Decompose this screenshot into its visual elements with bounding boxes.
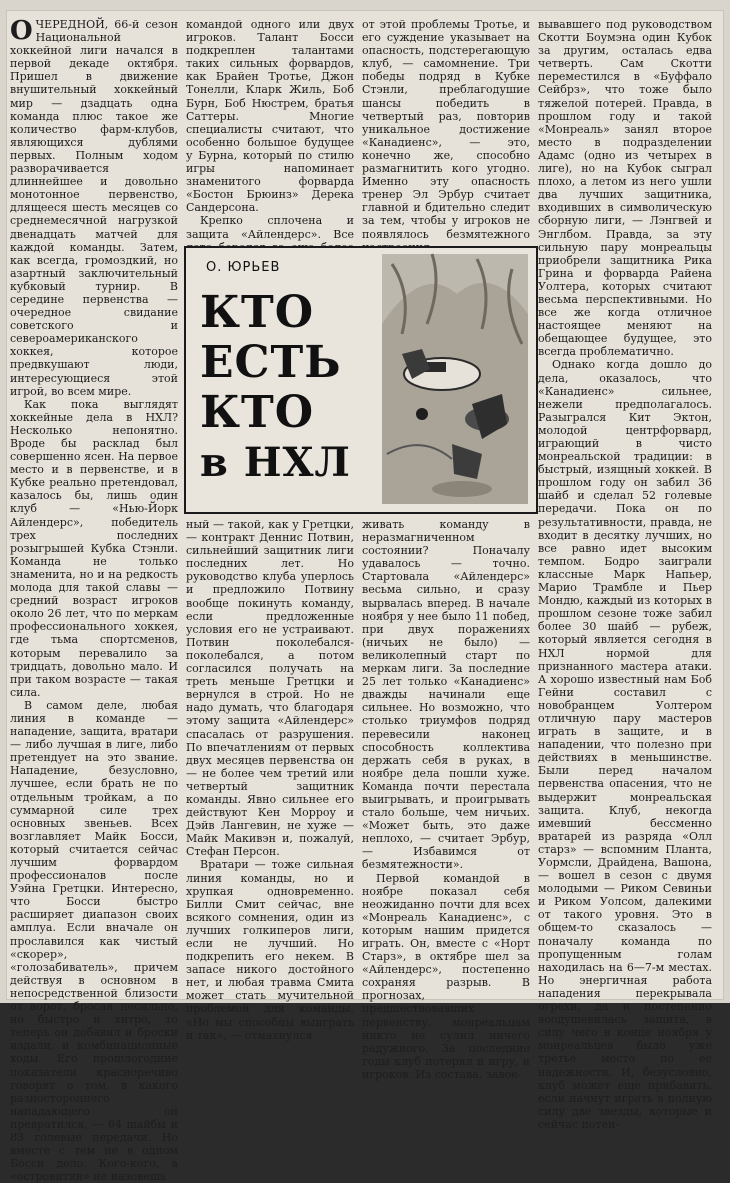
- column-paragraph: от этой проблемы Тротье, и его суждение указывает на опасность, подстерегающую клуб, — самомнение. Три победы подряд в Кубке Стэнли, преблагодушие шансы победить в четвертый раз, повторив уникальное достижение «Канадиенс», — это, конечно же, способно размагнитить кого угодно. Именно эту опасность тренер Эл Эрбур считает главной и бдительно следит за тем, чтобы у игроков не появлялось безмятежного: [362, 18, 530, 241]
- article-column-2-top: [186, 18, 354, 240]
- headline-box: [184, 246, 538, 514]
- column-paragraph: Однако когда дошло до дела, оказалось, что «Канадиенс» сильнее, нежели предполагалось. Разыгрался Кит Эктон, молодой центрфорвард, играющий в чисто монреальской традиции: в быстрый, изящный хоккей. В прошлом году он забил 36 шайб и сделал 52 голевые передачи. Пока он по результативности, правда, не входит в десятку лучших, но все равно идет высоким темпом. Бодро заиграли классные Марк Напьер, Марио Трамбле и Пьер Мондю, каждый из которых в прошлом сезоне тоже забил более 30 шайб — рубеж, который является сегодня в НХЛ нормой для признанного мастера атаки. А хорошо известный нам Боб Гейни составил с новобранцем Уолтером отличную пару мастеров играть в защите, и в нападении, что полезно при действиях в меньшинстве. Были перед началом первенства опасения, что не выдержит монреальская защита. Клуб, некогда имевший бессменно вратарей из разряда «Олл старз» — вспомним Планта, Уормсли, Драйдена, Вашона, — вошел в сезон с двумя молодыми — Риком Севиньи и Риком Уолсом, далекими от такого уровня. Это в общем-то сказалось — поначалу команда по пропущенным голам находилась на 6—7-м местах. Но энергичная работа нападения перекрывала огрехи, да и постепенно воодушевилась защита, в силу чего в конце ноября у монреальцев было уже третье место по ее надежности. И, безусловно, клуб может еще прибавить, если начнут играть в полную силу две звезды, которые и сейчас потен-: [538, 358, 712, 1131]
- article-column-2-bottom: [186, 518, 354, 1042]
- article-column-3-top: [362, 18, 530, 240]
- headline: [200, 288, 380, 488]
- column-paragraph: В самом деле, любая линия в команде — нападение, защита, вратари — либо лучшая в лиге, либо претендует на это звание. Нападение, безусловно, лучшее, если брать не по отдельным тройкам, а по суммарной силе трех основных звеньев. Всех возглавляет Майк Босси, который считается сейчас лучшим форвардом профессионалов после Уэйна Гретцки. Интересно, что Босси быстро расширяет диапазон своих амплуа. Если вначале он прославился как чистый «скорер», «голозабиватель», причем действуя в основном в непосредственной близости от ворот, бросая несильно, но быстро и хитро, то теперь он добавил и броски издали, и комбинационные ходы. Его прошлогодние показатели красноречиво говорят о том, в какого разностороннего нападающего он превратился, — 64 шайбы и 83 голевые передачи. Но вместе с тем не в одном Босси дело. Кого-кого, а «островитян» не назовешь: [10, 698, 178, 1183]
- column-paragraph: ОЧЕРЕДНОЙ, 66-й сезон Национальной хоккейной лиги начался в первой декаде октября. Пришел в движение внушительный хоккейный мир — дзадцать одна команда плюс такое же количество фарм-клубов, являющихся дублями первых. Полным ходом разворачивается длиннейшее и довольно монотонное первенство, длящееся шесть месяцев со среднемесячной нагрузкой двенадцать матчей для каждой команды. Затем, как всегда, громоздкий, но азартный заключительный кубковый турнир. В середине первенства — очередное свидание советского и североамериканского хоккея, которое предвкушают люди, интересующиеся этой игрой, во всем мире.: [10, 16, 178, 398]
- column-paragraph: Вратари — тоже сильная линия команды, но и хрупкая одновременно. Билли Смит сейчас, вне всякого сомнения, один из лучших голкиперов лиги, если не лучший. Но подкрепить его некем. В запасе никого достойного нет, и любая травма Смита может стать мучительной проблемой для команды. «Но мы способны выиграть и так», — отмахнулся: [186, 858, 354, 1042]
- headline-line-2: ЕСТЬ: [200, 337, 342, 388]
- column-paragraph: живать команду в неразмагниченном состоянии? Поначалу удавалось — точно. Стартовала «Айлендерс» весьма сильно, и сразу вырвалась вперед. В начале ноября у нее было 11 побед, при двух поражениях (ничьих не было) — великолепный старт по меркам лиги. За последние 25 лет только «Канадиенс» дважды начинали еще сильнее. Но возможно, что столько триумфов подряд перевесили наконец способность коллектива держать себя в руках, в ноябре дела пошли хуже. Команда почти перестала выигрывать, и проигрывать стало больше, чем ничьих. «Может быть, это даже неплохо, — считает Эрбур, — Избавимся от безмятежности».: [362, 518, 530, 872]
- hockey-photo-illustration: [382, 254, 528, 504]
- drop-cap: О: [10, 16, 33, 46]
- column-paragraph: Первой командой в ноябре показал себя неожиданно почти для всех «Монреаль Канадиенс», с которым нашим придется играть. Он, вместе с «Норт Старз», в октябре шел за «Айлендерс», постепенно сохраняя разрыв. В прогнозах, предшествовавших первенству, монреальцам никто не сулил ничего радужного. За последние годы клуб потерял и игру, и игроков. Из состава, завое-: [362, 871, 530, 1081]
- article-column-4: [538, 18, 712, 1131]
- column-paragraph: вывавшего под руководством Скотти Боумэна один Кубок за другим, осталась едва четверть. Сам Скотти переместился в «Буффало Сейбрз», что тоже было тяжелой потерей. Правда, в прошлом году и такой «Монреаль» занял второе место в подразделении Адамс (одно из четырех в лиге), но на Кубок сыграл плохо, а летом из него ушли два лучших защитника, входивших в символическую сборную лиги, — Лэнгвей и Энглбом. Правда, за эту сильную пару монреальцы приобрели защитника Рика Грина и форварда Райена Уолтера, которых считают весьма перспективными. Но все же когда отличное настоящее меняют на обещающее будущее, это всегда проблематично.: [538, 18, 712, 359]
- column-paragraph: Крепко сплочена и защита «Айлендерс». Все: [186, 214, 354, 241]
- headline-line-4: в НХЛ: [200, 439, 351, 486]
- article-column-3-bottom: [362, 518, 530, 1081]
- column-paragraph: Как пока выглядят хоккейные дела в НХЛ? Несколько непонятно. Вроде бы расклад был совершенно ясен. На первое место и в первенстве, и в Кубке реально претендовал, казалось бы, лишь один клуб — «Нью-Йорк Айлендерс», победитель трех последних розыгрышей Кубка Стэнли. Команда не только знаменита, но и на редкость молода для такой славы — средний возраст игроков около 26 лет, что по меркам профессионального хоккея, где тьма спортсменов, которым перевалило за тридцать, довольно мало. И при таком возрасте — такая сила.: [10, 397, 178, 699]
- article-column-1: [10, 16, 178, 1183]
- headline-line-3: КТО: [200, 387, 315, 438]
- headline-line-1: КТО: [200, 287, 315, 338]
- column-paragraph: ный — такой, как у Гретцки, — контракт Деннис Потвин, сильнейший защитник лиги последних лет. Но руководство клуба уперлось и предложило Потвину вообще покинуть команду, если предложенные условия его не устраивают. Потвин поколебался-поколебался, а потом согласился получать на треть меньше Гретцки и вернулся в строй. Но не надо думать, что благодаря этому защита «Айлендерс» спасалась от разрушения. По впечатлениям от первых двух месяцев первенства он — не более чем третий или четвертый защитник команды. Явно сильнее его действуют Кен Морроу и Дэйв Лангевин, не хуже — Майк Макивэн и, пожалуй, Стефан Персон.: [186, 518, 354, 859]
- author-byline: О. ЮРЬЕВ: [206, 260, 281, 275]
- column-paragraph: командой одного или двух игроков. Талант Босси подкреплен талантами таких сильных форвардов, как Брайен Тротье, Джон Тонелли, Кларк Жиль, Боб Бурн, Боб Нюстрем, братья Саттеры. Многие специалисты считают, что особенно большое будущее у Бурна, который по стилю игры напоминает знаменитого форварда «Бостон Брюинз» Дерека Сандерсона.: [186, 18, 354, 215]
